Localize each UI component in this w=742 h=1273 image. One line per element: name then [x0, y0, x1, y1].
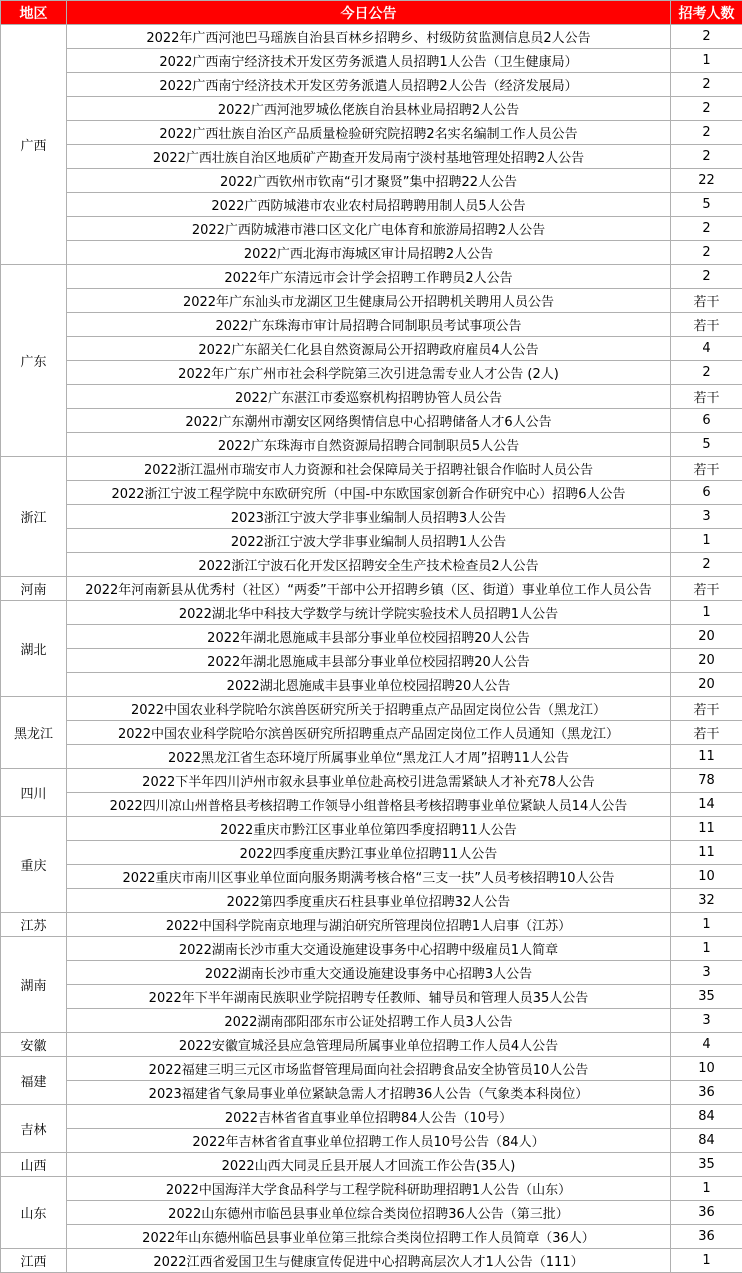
- count-cell: 2: [671, 553, 742, 577]
- region-cell: 四川: [1, 769, 67, 817]
- table-row: [1, 553, 742, 577]
- table-row: [1, 193, 742, 217]
- table-row: [1, 841, 742, 865]
- announcement-link[interactable]: 2022广东珠海市自然资源局招聘合同制职员5人公告: [67, 433, 671, 457]
- announcement-link[interactable]: 2022广西北海市海城区审计局招聘2人公告: [67, 241, 671, 265]
- table-row: [1, 961, 742, 985]
- count-cell: 32: [671, 889, 742, 913]
- count-cell: 6: [671, 481, 742, 505]
- region-cell: 湖北: [1, 601, 67, 697]
- table-row: [1, 241, 742, 265]
- announcement-link[interactable]: 2022福建三明三元区市场监督管理局面向社会招聘食品安全协管员10人公告: [67, 1057, 671, 1081]
- announcement-link[interactable]: 2022广东潮州市潮安区网络舆情信息中心招聘储备人才6人公告: [67, 409, 671, 433]
- count-cell: 2: [671, 145, 742, 169]
- table-row: [1, 481, 742, 505]
- announcement-link[interactable]: 2022第四季度重庆石柱县事业单位招聘32人公告: [67, 889, 671, 913]
- announcement-link[interactable]: 2022湖北恩施咸丰县事业单位校园招聘20人公告: [67, 673, 671, 697]
- announcement-link[interactable]: 2022广西防城港市农业农村局招聘聘用制人员5人公告: [67, 193, 671, 217]
- count-cell: 2: [671, 73, 742, 97]
- table-row: [1, 73, 742, 97]
- count-cell: 若干: [671, 289, 742, 313]
- announcement-link[interactable]: 2022广西壮族自治区地质矿产勘查开发局南宁淡村基地管理处招聘2人公告: [67, 145, 671, 169]
- count-cell: 11: [671, 841, 742, 865]
- announcement-link[interactable]: 2023福建省气象局事业单位紧缺急需人才招聘36人公告（气象类本科岗位）: [67, 1081, 671, 1105]
- count-cell: 若干: [671, 313, 742, 337]
- announcement-link[interactable]: 2022广西钦州市钦南“引才聚贤”集中招聘22人公告: [67, 169, 671, 193]
- region-cell: 河南: [1, 577, 67, 601]
- table-row: [1, 865, 742, 889]
- announcement-link[interactable]: 2022年吉林省省直事业单位招聘工作人员10号公告（84人）: [67, 1129, 671, 1153]
- table-row: [1, 1057, 742, 1081]
- announcement-link[interactable]: 2022湖南长沙市重大交通设施建设事务中心招聘中级雇员1人简章: [67, 937, 671, 961]
- table-row: [1, 1249, 742, 1273]
- table-row: [1, 1129, 742, 1153]
- announcement-link[interactable]: 2022广西防城港市港口区文化广电体育和旅游局招聘2人公告: [67, 217, 671, 241]
- count-cell: 2: [671, 25, 742, 49]
- table-row: [1, 1105, 742, 1129]
- count-cell: 14: [671, 793, 742, 817]
- count-cell: 36: [671, 1081, 742, 1105]
- header-count: 招考人数: [671, 1, 742, 25]
- announcement-link[interactable]: 2022年广东汕头市龙湖区卫生健康局公开招聘机关聘用人员公告: [67, 289, 671, 313]
- count-cell: 3: [671, 505, 742, 529]
- table-body: [1, 25, 742, 1273]
- table-row: [1, 1177, 742, 1201]
- count-cell: 3: [671, 961, 742, 985]
- table-row: [1, 313, 742, 337]
- count-cell: 2: [671, 361, 742, 385]
- count-cell: 84: [671, 1105, 742, 1129]
- count-cell: 10: [671, 1057, 742, 1081]
- announcement-link[interactable]: 2022浙江宁波工程学院中东欧研究所（中国-中东欧国家创新合作研究中心）招聘6人公告: [67, 481, 671, 505]
- table-row: [1, 889, 742, 913]
- announcement-link[interactable]: 2022广西壮族自治区产品质量检验研究院招聘2名实名编制工作人员公告: [67, 121, 671, 145]
- announcement-link[interactable]: 2022年广东清远市会计学会招聘工作聘员2人公告: [67, 265, 671, 289]
- count-cell: 2: [671, 97, 742, 121]
- count-cell: 35: [671, 1153, 742, 1177]
- table-row: [1, 145, 742, 169]
- count-cell: 5: [671, 193, 742, 217]
- announcement-link[interactable]: 2022湖北华中科技大学数学与统计学院实验技术人员招聘1人公告: [67, 601, 671, 625]
- count-cell: 36: [671, 1225, 742, 1249]
- announcement-link[interactable]: 2022山东德州市临邑县事业单位综合类岗位招聘36人公告（第三批）: [67, 1201, 671, 1225]
- count-cell: 1: [671, 49, 742, 73]
- announcement-link[interactable]: 2022山西大同灵丘县开展人才回流工作公告(35人): [67, 1153, 671, 1177]
- region-cell: 广西: [1, 25, 67, 265]
- announcement-link[interactable]: 2022四川凉山州普格县考核招聘工作领导小组普格县考核招聘事业单位紧缺人员14人公告: [67, 793, 671, 817]
- count-cell: 84: [671, 1129, 742, 1153]
- count-cell: 10: [671, 865, 742, 889]
- table-row: [1, 529, 742, 553]
- announcement-link[interactable]: 2022中国农业科学院哈尔滨兽医研究所关于招聘重点产品固定岗位公告（黑龙江）: [67, 697, 671, 721]
- table-row: [1, 769, 742, 793]
- count-cell: 4: [671, 337, 742, 361]
- table-row: [1, 745, 742, 769]
- count-cell: 若干: [671, 577, 742, 601]
- announcement-link[interactable]: 2022吉林省省直事业单位招聘84人公告（10号）: [67, 1105, 671, 1129]
- announcement-link[interactable]: 2023浙江宁波大学非事业编制人员招聘3人公告: [67, 505, 671, 529]
- region-cell: 安徽: [1, 1033, 67, 1057]
- table-row: [1, 577, 742, 601]
- table-row: [1, 25, 742, 49]
- count-cell: 1: [671, 1177, 742, 1201]
- table-row: [1, 1081, 742, 1105]
- announcement-link[interactable]: 2022广东珠海市审计局招聘合同制职员考试事项公告: [67, 313, 671, 337]
- count-cell: 2: [671, 217, 742, 241]
- announcement-link[interactable]: 2022年山东德州临邑县事业单位第三批综合类岗位招聘工作人员简章（36人）: [67, 1225, 671, 1249]
- announcement-link[interactable]: 2022中国科学院南京地理与湖泊研究所管理岗位招聘1人启事（江苏）: [67, 913, 671, 937]
- count-cell: 1: [671, 601, 742, 625]
- count-cell: 11: [671, 745, 742, 769]
- count-cell: 20: [671, 673, 742, 697]
- region-cell: 浙江: [1, 457, 67, 577]
- table-row: [1, 649, 742, 673]
- count-cell: 20: [671, 625, 742, 649]
- announcement-link[interactable]: 2022广西河池罗城仫佬族自治县林业局招聘2人公告: [67, 97, 671, 121]
- table-row: [1, 457, 742, 481]
- table-row: [1, 337, 742, 361]
- table-row: [1, 97, 742, 121]
- count-cell: 1: [671, 937, 742, 961]
- count-cell: 若干: [671, 385, 742, 409]
- announcement-link[interactable]: 2022年湖北恩施咸丰县部分事业单位校园招聘20人公告: [67, 625, 671, 649]
- table-row: [1, 265, 742, 289]
- announcement-link[interactable]: 2022江西省爱国卫生与健康宣传促进中心招聘高层次人才1人公告（111）: [67, 1249, 671, 1273]
- table-row: [1, 217, 742, 241]
- table-row: [1, 985, 742, 1009]
- announcement-link[interactable]: 2022浙江温州市瑞安市人力资源和社会保障局关于招聘社银合作临时人员公告: [67, 457, 671, 481]
- count-cell: 2: [671, 265, 742, 289]
- announcement-link[interactable]: 2022广西南宁经济技术开发区劳务派遣人员招聘2人公告（经济发展局）: [67, 73, 671, 97]
- announcement-link[interactable]: 2022黑龙江省生态环境厅所属事业单位“黑龙江人才周”招聘11人公告: [67, 745, 671, 769]
- count-cell: 1: [671, 529, 742, 553]
- table-row: [1, 913, 742, 937]
- announcement-link[interactable]: 2022广西南宁经济技术开发区劳务派遣人员招聘1人公告（卫生健康局）: [67, 49, 671, 73]
- announcement-link[interactable]: 2022年下半年湖南民族职业学院招聘专任教师、辅导员和管理人员35人公告: [67, 985, 671, 1009]
- table-row: [1, 793, 742, 817]
- region-cell: 江西: [1, 1249, 67, 1273]
- table-row: [1, 937, 742, 961]
- announcement-link[interactable]: 2022广东湛江市委巡察机构招聘协管人员公告: [67, 385, 671, 409]
- table-row: [1, 1225, 742, 1249]
- region-cell: 黑龙江: [1, 697, 67, 769]
- announcement-link[interactable]: 2022四季度重庆黔江事业单位招聘11人公告: [67, 841, 671, 865]
- announcement-link[interactable]: 2022年河南新县从优秀村（社区）“两委”干部中公开招聘乡镇（区、街道）事业单位工作人员公告: [67, 577, 671, 601]
- table-row: [1, 1009, 742, 1033]
- region-cell: 重庆: [1, 817, 67, 913]
- count-cell: 4: [671, 1033, 742, 1057]
- count-cell: 3: [671, 1009, 742, 1033]
- region-cell: 山西: [1, 1153, 67, 1177]
- count-cell: 5: [671, 433, 742, 457]
- announcement-link[interactable]: 2022重庆市黔江区事业单位第四季度招聘11人公告: [67, 817, 671, 841]
- table-row: [1, 433, 742, 457]
- count-cell: 20: [671, 649, 742, 673]
- announcement-link[interactable]: 2022浙江宁波大学非事业编制人员招聘1人公告: [67, 529, 671, 553]
- header-row: [1, 1, 742, 25]
- region-cell: 福建: [1, 1057, 67, 1105]
- count-cell: 6: [671, 409, 742, 433]
- table-row: [1, 697, 742, 721]
- table-row: [1, 1201, 742, 1225]
- count-cell: 36: [671, 1201, 742, 1225]
- count-cell: 2: [671, 241, 742, 265]
- count-cell: 2: [671, 121, 742, 145]
- announcement-link[interactable]: 2022年广东广州市社会科学院第三次引进急需专业人才公告 (2人): [67, 361, 671, 385]
- count-cell: 11: [671, 817, 742, 841]
- table-row: [1, 673, 742, 697]
- region-cell: 山东: [1, 1177, 67, 1249]
- announcement-link[interactable]: 2022广东韶关仁化县自然资源局公开招聘政府雇员4人公告: [67, 337, 671, 361]
- count-cell: 若干: [671, 697, 742, 721]
- count-cell: 1: [671, 1249, 742, 1273]
- count-cell: 若干: [671, 721, 742, 745]
- table-row: [1, 409, 742, 433]
- announcement-link[interactable]: 2022重庆市南川区事业单位面向服务期满考核合格“三支一扶”人员考核招聘10人公告: [67, 865, 671, 889]
- table-row: [1, 721, 742, 745]
- count-cell: 22: [671, 169, 742, 193]
- announcement-link[interactable]: 2022湖南长沙市重大交通设施建设事务中心招聘3人公告: [67, 961, 671, 985]
- header-announcement: 今日公告: [67, 1, 671, 25]
- announcement-link[interactable]: 2022浙江宁波石化开发区招聘安全生产技术检查员2人公告: [67, 553, 671, 577]
- table-row: [1, 289, 742, 313]
- table-row: [1, 121, 742, 145]
- announcement-link[interactable]: 2022中国农业科学院哈尔滨兽医研究所招聘重点产品固定岗位工作人员通知（黑龙江）: [67, 721, 671, 745]
- count-cell: 78: [671, 769, 742, 793]
- table-row: [1, 625, 742, 649]
- header-region: 地区: [1, 1, 67, 25]
- region-cell: 江苏: [1, 913, 67, 937]
- table-row: [1, 361, 742, 385]
- table-row: [1, 817, 742, 841]
- table-row: [1, 169, 742, 193]
- announcement-link[interactable]: 2022湖南邵阳邵东市公证处招聘工作人员3人公告: [67, 1009, 671, 1033]
- announcement-link[interactable]: 2022安徽宣城泾县应急管理局所属事业单位招聘工作人员4人公告: [67, 1033, 671, 1057]
- announcement-link[interactable]: 2022年广西河池巴马瑶族自治县百林乡招聘乡、村级防贫监测信息员2人公告: [67, 25, 671, 49]
- region-cell: 广东: [1, 265, 67, 457]
- table-row: [1, 49, 742, 73]
- count-cell: 1: [671, 913, 742, 937]
- announcement-link[interactable]: 2022年湖北恩施咸丰县部分事业单位校园招聘20人公告: [67, 649, 671, 673]
- count-cell: 若干: [671, 457, 742, 481]
- region-cell: 吉林: [1, 1105, 67, 1153]
- region-cell: 湖南: [1, 937, 67, 1033]
- table-row: [1, 601, 742, 625]
- count-cell: 35: [671, 985, 742, 1009]
- announcement-link[interactable]: 2022中国海洋大学食品科学与工程学院科研助理招聘1人公告（山东）: [67, 1177, 671, 1201]
- table-row: [1, 505, 742, 529]
- announcement-link[interactable]: 2022下半年四川泸州市叙永县事业单位赴高校引进急需紧缺人才补充78人公告: [67, 769, 671, 793]
- table-row: [1, 1033, 742, 1057]
- table-row: [1, 1153, 742, 1177]
- table-row: [1, 385, 742, 409]
